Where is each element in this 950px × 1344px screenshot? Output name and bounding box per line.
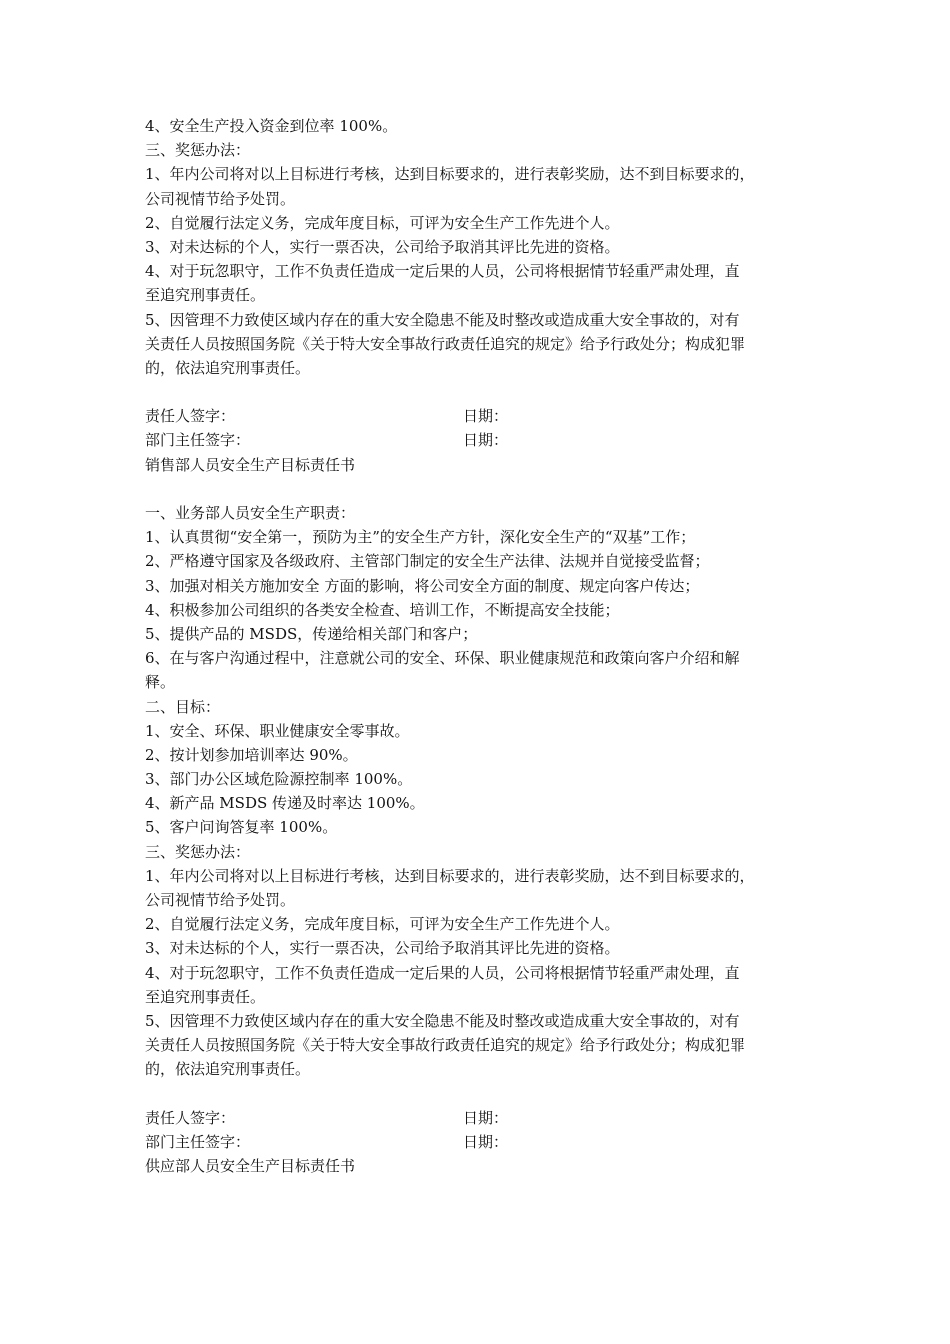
text-line: 公司视情节给予处罚。 (145, 189, 296, 208)
text-line: 6、在与客户沟通过程中，注意就公司的安全、环保、职业健康规范和政策向客户介绍和解 (145, 649, 740, 668)
text-line: 公司视情节给予处罚。 (145, 891, 296, 909)
date-label: 日期： (463, 431, 509, 450)
section-heading: 三、奖惩办法： (145, 141, 251, 160)
section-heading: 二、目标： (145, 697, 221, 716)
text-line: 1、年内公司将对以上目标进行考核，达到目标要求的，进行表彰奖励，达不到目标要求的， (145, 165, 755, 184)
blank-line (145, 477, 810, 501)
text-line: 2、自觉履行法定义务，完成年度目标，可评为安全生产工作先进个人。 (145, 915, 620, 934)
text-line: 5、客户问询答复率 100%。 (145, 818, 338, 837)
text-line: 1、安全、环保、职业健康安全零事故。 (145, 721, 410, 740)
signer-label: 责任人签字： (145, 407, 236, 426)
text-line: 4、对于玩忽职守，工作不负责任造成一定后果的人员，公司将根据情节轻重严肃处理，直 (145, 963, 740, 982)
section-heading: 一、业务部人员安全生产职责： (145, 504, 356, 522)
text-line: 关责任人员按照国务院《关于特大安全事故行政责任追究的规定》给予行政处分；构成犯罪 (145, 334, 746, 353)
signature-row (145, 404, 810, 428)
section-heading: 三、奖惩办法： (145, 842, 251, 861)
signer-label: 部门主任签字： (145, 1132, 251, 1151)
text-line: 2、自觉履行法定义务，完成年度目标，可评为安全生产工作先进个人。 (145, 213, 620, 232)
document-title: 供应部人员安全生产目标责任书 (145, 1157, 356, 1176)
text-line: 5、因管理不力致使区域内存在的重大安全隐患不能及时整改或造成重大安全事故的，对有 (145, 1011, 740, 1030)
text-line: 2、严格遵守国家及各级政府、主管部门制定的安全生产法律、法规并自觉接受监督； (145, 552, 710, 571)
text-line: 释。 (145, 673, 176, 692)
date-label: 日期： (463, 1132, 509, 1151)
text-line: 1、年内公司将对以上目标进行考核，达到目标要求的，进行表彰奖励，达不到目标要求的， (145, 866, 755, 885)
text-line: 关责任人员按照国务院《关于特大安全事故行政责任追究的规定》给予行政处分；构成犯罪 (145, 1036, 746, 1055)
text-line: 的，依法追究刑事责任。 (145, 1060, 311, 1079)
text-line: 4、新产品 MSDS 传递及时率达 100%。 (145, 794, 425, 813)
date-label: 日期： (463, 407, 509, 426)
signature-row (145, 1106, 810, 1130)
text-line: 1、认真贯彻“安全第一，预防为主”的安全生产方针，深化安全生产的“双基”工作； (145, 528, 696, 547)
text-line: 3、对未达标的个人，实行一票否决，公司给予取消其评比先进的资格。 (145, 237, 620, 256)
text-line: 2、按计划参加培训率达 90%。 (145, 745, 358, 764)
signature-row (145, 1130, 810, 1154)
text-line: 5、提供产品的 MSDS，传递给相关部门和客户； (145, 624, 478, 643)
text-line: 4、安全生产投入资金到位率 100%。 (145, 117, 398, 135)
blank-line (145, 380, 810, 404)
text-line: 至追究刑事责任。 (145, 286, 266, 305)
signer-label: 责任人签字： (145, 1108, 236, 1127)
signature-row (145, 428, 810, 452)
text-line: 至追究刑事责任。 (145, 987, 266, 1006)
text-line: 4、对于玩忽职守，工作不负责任造成一定后果的人员，公司将根据情节轻重严肃处理，直 (145, 262, 740, 281)
text-line: 3、对未达标的个人，实行一票否决，公司给予取消其评比先进的资格。 (145, 939, 620, 958)
text-line: 3、部门办公区域危险源控制率 100%。 (145, 770, 413, 789)
signer-label: 部门主任签字： (145, 431, 251, 450)
document-title: 销售部人员安全生产目标责任书 (145, 455, 356, 474)
text-line: 5、因管理不力致使区域内存在的重大安全隐患不能及时整改或造成重大安全事故的，对有 (145, 310, 740, 329)
text-line: 4、积极参加公司组织的各类安全检查、培训工作，不断提高安全技能； (145, 600, 620, 619)
date-label: 日期： (463, 1108, 509, 1127)
text-line: 3、加强对相关方施加安全 方面的影响，将公司安全方面的制度、规定向客户传达； (145, 576, 700, 595)
blank-line (145, 1082, 810, 1106)
text-line: 的，依法追究刑事责任。 (145, 358, 311, 377)
document-page (145, 114, 810, 1178)
